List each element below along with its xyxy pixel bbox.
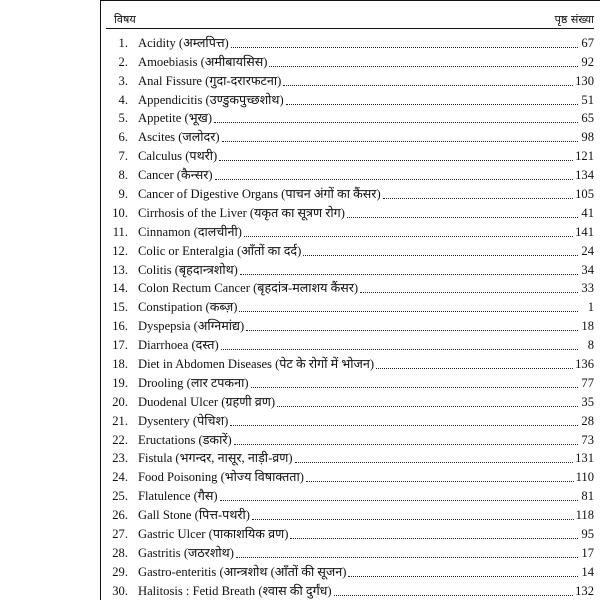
entry-page-number: 141 xyxy=(575,224,594,239)
entry-number: 6. xyxy=(118,130,128,145)
dot-leader xyxy=(231,47,578,48)
dot-leader xyxy=(219,160,573,161)
entry-number: 14. xyxy=(112,281,128,296)
entry-page-number: 134 xyxy=(575,168,594,183)
index-entry xyxy=(106,146,594,165)
index-entry xyxy=(106,335,594,354)
dot-leader xyxy=(360,292,578,293)
entry-title: Cancer of Digestive Organs (पाचन अंगों का कैंसर) xyxy=(138,187,381,202)
dot-leader xyxy=(283,85,573,86)
dot-leader xyxy=(239,311,578,312)
entry-page-number: 132 xyxy=(575,583,594,598)
dot-leader xyxy=(214,122,578,123)
entry-page-number: 17 xyxy=(581,545,594,560)
entry-title: Acidity (अम्लपित्त) xyxy=(138,35,229,50)
entry-page-number: 1 xyxy=(587,300,594,315)
entry-number: 20. xyxy=(112,394,128,409)
entry-page-number: 28 xyxy=(581,413,594,428)
dot-leader xyxy=(383,198,573,199)
entry-number: 15. xyxy=(112,300,128,315)
index-entry xyxy=(106,90,594,109)
dot-leader xyxy=(295,462,574,463)
entry-page-number: 95 xyxy=(581,527,594,542)
entry-number: 8. xyxy=(118,168,128,183)
page-number-column-header: पृष्ठ संख्या xyxy=(554,13,594,26)
dot-leader xyxy=(221,349,578,350)
dot-leader xyxy=(251,387,578,388)
index-entry xyxy=(106,392,594,411)
entry-number: 29. xyxy=(112,564,128,579)
entry-number: 5. xyxy=(118,111,128,126)
entry-title: Constipation (कब्ज़) xyxy=(138,300,238,315)
index-entry xyxy=(106,449,594,468)
entry-page-number: 18 xyxy=(581,319,594,334)
dot-leader xyxy=(286,104,578,105)
index-entry xyxy=(106,411,594,430)
entry-title: Cirrhosis of the Liver (यकृत का सूत्रण रोग) xyxy=(138,205,345,220)
entry-number: 13. xyxy=(112,262,128,277)
entry-page-number: 24 xyxy=(581,243,594,258)
index-entry xyxy=(106,260,594,279)
index-entry xyxy=(106,486,594,505)
dot-leader xyxy=(347,217,578,218)
entry-title: Anal Fissure (गुदा-दरारफटना) xyxy=(138,73,282,88)
dot-leader xyxy=(222,141,578,142)
dot-leader xyxy=(252,519,574,520)
entry-title: Eructations (डकारें) xyxy=(138,432,232,447)
entry-number: 22. xyxy=(112,432,128,447)
entry-page-number: 121 xyxy=(575,149,594,164)
index-entry xyxy=(106,524,594,543)
entry-title: Food Poisoning (भोज्य विषाक्तता) xyxy=(138,470,304,485)
index-entry xyxy=(106,354,594,373)
entry-number: 16. xyxy=(112,319,128,334)
dot-leader xyxy=(234,444,578,445)
entry-title: Colon Rectum Cancer (बृहदांत्र-मलाशय कैंसर) xyxy=(138,281,359,296)
dot-leader xyxy=(334,595,574,596)
entry-page-number: 130 xyxy=(575,73,594,88)
entry-title: Gastro-enteritis (आन्त्रशोथ (आँतों की सूजन) xyxy=(138,564,347,579)
entry-number: 17. xyxy=(112,338,128,353)
entry-number: 1. xyxy=(118,35,128,50)
entry-title: Colitis (बृहदान्त्रशोथ) xyxy=(138,262,238,277)
index-entry xyxy=(106,203,594,222)
entry-number: 10. xyxy=(112,205,128,220)
entry-title: Fistula (भगन्दर, नासूर, नाड़ी-व्रण) xyxy=(138,451,293,466)
entry-title: Appendicitis (उण्डुकपुच्छशोथ) xyxy=(138,92,284,107)
entry-page-number: 14 xyxy=(581,564,594,579)
index-entry xyxy=(106,279,594,298)
index-entry xyxy=(106,184,594,203)
dot-leader xyxy=(240,274,578,275)
entry-page-number: 41 xyxy=(581,205,594,220)
entry-title: Dysentery (पेचिश) xyxy=(138,413,229,428)
dot-leader xyxy=(277,406,578,407)
index-entry xyxy=(106,316,594,335)
index-entry xyxy=(106,52,594,71)
entry-title: Diarrhoea (दस्त) xyxy=(138,338,219,353)
entry-title: Flatulence (गैस) xyxy=(138,489,218,504)
entry-title: Duodenal Ulcer (ग्रहणी व्रण) xyxy=(138,394,276,409)
index-entry xyxy=(106,373,594,392)
entry-page-number: 33 xyxy=(581,281,594,296)
entry-page-number: 35 xyxy=(581,394,594,409)
index-entry xyxy=(106,127,594,146)
entry-page-number: 67 xyxy=(581,35,594,50)
dot-leader xyxy=(244,236,573,237)
entry-title: Ascites (जलोदर) xyxy=(138,130,220,145)
index-entry xyxy=(106,505,594,524)
entry-title: Gastric Ulcer (पाकाशयिक व्रण) xyxy=(138,527,289,542)
dot-leader xyxy=(290,538,578,539)
entry-number: 30. xyxy=(112,583,128,598)
entry-number: 3. xyxy=(118,73,128,88)
dot-leader xyxy=(269,66,578,67)
entry-page-number: 73 xyxy=(581,432,594,447)
entry-number: 25. xyxy=(112,489,128,504)
entry-page-number: 136 xyxy=(575,357,594,372)
dot-leader xyxy=(348,576,578,577)
entry-title: Cinnamon (दालचीनी) xyxy=(138,224,243,239)
dot-leader xyxy=(215,179,574,180)
entry-number: 27. xyxy=(112,527,128,542)
index-list xyxy=(106,33,594,600)
dot-leader xyxy=(246,330,578,331)
index-entry xyxy=(106,222,594,241)
index-entry xyxy=(106,165,594,184)
entry-title: Cancer (कैन्सर) xyxy=(138,168,213,183)
entry-page-number: 8 xyxy=(587,338,594,353)
entry-page-number: 118 xyxy=(575,508,594,523)
entry-page-number: 110 xyxy=(575,470,594,485)
index-entry xyxy=(106,71,594,90)
entry-number: 21. xyxy=(112,413,128,428)
index-entry xyxy=(106,109,594,128)
entry-number: 28. xyxy=(112,545,128,560)
subject-column-header: विषय xyxy=(114,13,136,26)
entry-page-number: 51 xyxy=(581,92,594,107)
dot-leader xyxy=(303,255,578,256)
entry-title: Calculus (पथरी) xyxy=(138,149,218,164)
entry-title: Dyspepsia (अग्निमांद्य) xyxy=(138,319,245,334)
entry-page-number: 131 xyxy=(575,451,594,466)
entry-page-number: 77 xyxy=(581,375,594,390)
entry-number: 11. xyxy=(112,224,128,239)
entry-number: 2. xyxy=(118,54,128,69)
entry-number: 12. xyxy=(112,243,128,258)
index-entry xyxy=(106,562,594,581)
entry-title: Gastritis (जठरशोथ) xyxy=(138,545,234,560)
dot-leader xyxy=(220,500,578,501)
index-entry xyxy=(106,543,594,562)
entry-title: Appetite (भूख) xyxy=(138,111,213,126)
dot-leader xyxy=(230,425,578,426)
entry-number: 24. xyxy=(112,470,128,485)
dot-leader xyxy=(306,481,574,482)
dot-leader xyxy=(236,557,578,558)
dot-leader xyxy=(376,368,573,369)
entry-title: Halitosis : Fetid Breath (श्वास की दुर्गंध) xyxy=(138,583,332,598)
index-entry xyxy=(106,430,594,449)
entry-number: 7. xyxy=(118,149,128,164)
entry-title: Drooling (लार टपकना) xyxy=(138,375,249,390)
entry-title: Gall Stone (पित्त-पथरी) xyxy=(138,508,250,523)
entry-number: 18. xyxy=(112,357,128,372)
entry-page-number: 98 xyxy=(581,130,594,145)
entry-title: Diet in Abdomen Diseases (पेट के रोगों में भोजन) xyxy=(138,357,375,372)
entry-title: Colic or Enteralgia (आँतों का दर्द) xyxy=(138,243,302,258)
entry-number: 19. xyxy=(112,375,128,390)
index-entry xyxy=(106,33,594,52)
index-entry xyxy=(106,297,594,316)
entry-number: 26. xyxy=(112,508,128,523)
index-entry xyxy=(106,241,594,260)
entry-page-number: 34 xyxy=(581,262,594,277)
entry-page-number: 81 xyxy=(581,489,594,504)
index-header xyxy=(106,8,594,28)
index-entry xyxy=(106,581,594,600)
entry-title: Amoebiasis (अमीबायसिस) xyxy=(138,54,268,69)
entry-number: 4. xyxy=(118,92,128,107)
index-entry xyxy=(106,467,594,486)
entry-number: 9. xyxy=(118,187,128,202)
header-divider xyxy=(106,28,594,29)
entry-page-number: 65 xyxy=(581,111,594,126)
entry-page-number: 92 xyxy=(581,54,594,69)
entry-page-number: 105 xyxy=(575,187,594,202)
entry-number: 23. xyxy=(112,451,128,466)
